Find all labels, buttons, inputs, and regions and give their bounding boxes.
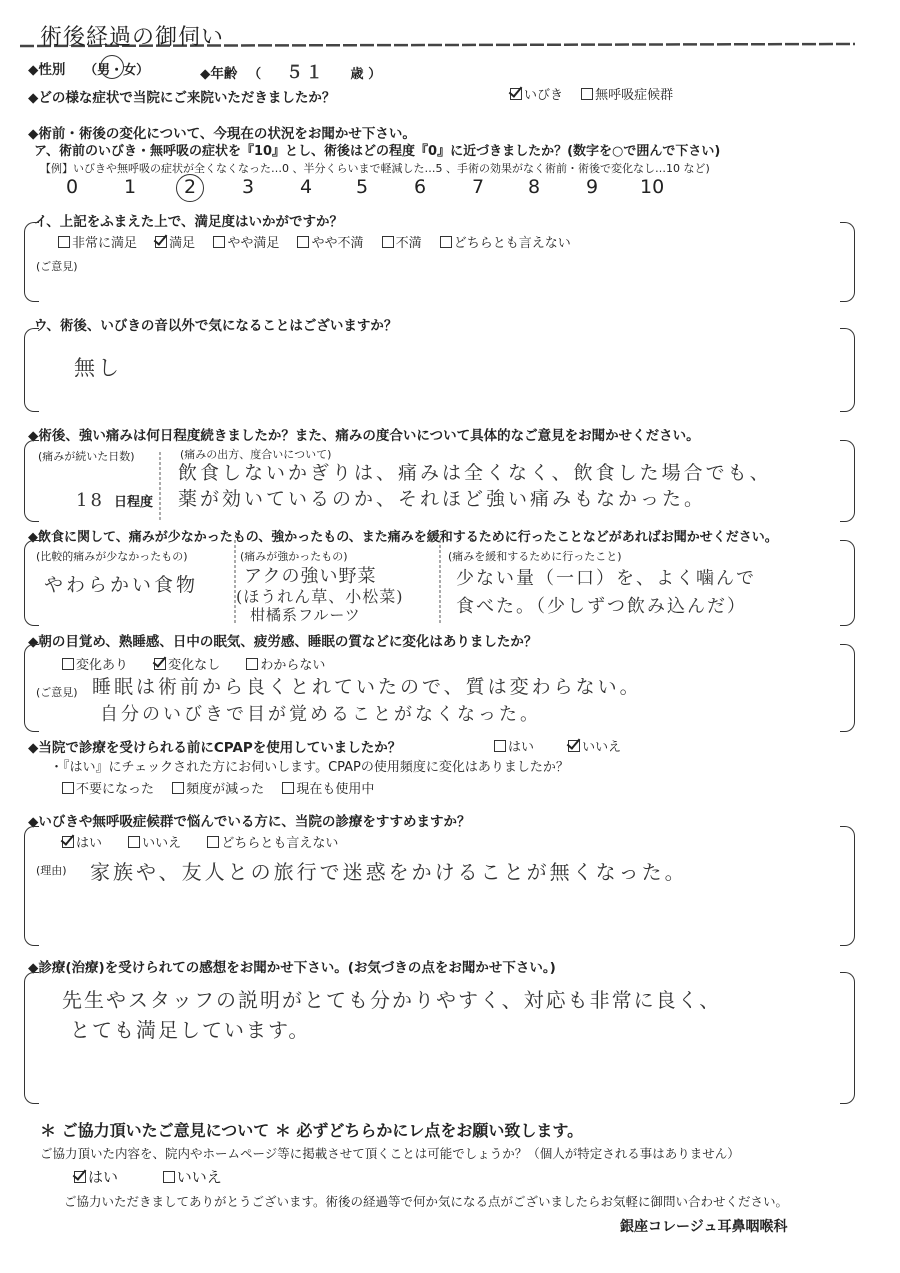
pain-degree-line1: 飲食しないかぎりは、痛みは全くなく、飲食した場合でも、: [178, 462, 772, 484]
age-row: ◆年齢 （ ５１ 歳 ）: [200, 63, 382, 83]
sleep-option-unchanged[interactable]: 変化なし: [154, 654, 220, 673]
sex-row: [28, 58, 149, 78]
change-example: 【例】いびきや無呼吸の症状が全くなくなった…0 、半分くらいまで軽減した…5 、手術の効果がなく術前・術後で変化なし…10 など): [40, 162, 710, 175]
food-less-label: (比較的痛みが少なかったもの): [36, 550, 188, 563]
checkbox-icon[interactable]: [62, 782, 74, 794]
checkbox-icon[interactable]: [213, 236, 225, 248]
age-value: ５１: [285, 63, 326, 83]
footer-options: [74, 1166, 236, 1187]
pain-days-label: (痛みが続いた日数): [38, 450, 135, 463]
scale-9[interactable]: 9: [586, 176, 599, 198]
symptom-question: ◆どの様な症状で当院にご来院いただきましたか？: [28, 90, 336, 106]
sleep-opinion-label: (ご意見): [36, 686, 78, 699]
sex-value: （男・女）: [84, 63, 150, 78]
food-strong-line3: 柑橘系フルーツ: [250, 606, 361, 624]
checkbox-icon[interactable]: [163, 1171, 175, 1183]
sleep-line2: 自分のいびきで目が覚めることがなくなった。: [100, 704, 541, 725]
satisfaction-question: イ、上記をふまえた上で、満足度はいかがですか？: [34, 214, 344, 230]
recommend-options: [62, 832, 352, 851]
footer-option-no[interactable]: いいえ: [163, 1166, 222, 1187]
checkbox-icon[interactable]: [297, 236, 309, 248]
checkbox-icon[interactable]: [282, 782, 294, 794]
recommend-option-yes[interactable]: はい: [62, 832, 102, 851]
sleep-options: [62, 654, 339, 673]
sat-option-somewhat[interactable]: やや満足: [213, 232, 279, 251]
scale-7[interactable]: 7: [472, 176, 485, 198]
scale-8[interactable]: 8: [528, 176, 541, 198]
bracket-left: [24, 328, 39, 412]
pain-days-unit: 日程度: [114, 495, 154, 510]
satisfaction-opinion-label: (ご意見): [36, 260, 78, 273]
footer-option-yes[interactable]: はい: [74, 1166, 118, 1187]
scale-5[interactable]: 5: [356, 176, 369, 198]
checkbox-icon[interactable]: [581, 88, 593, 100]
symptom-options: [510, 84, 687, 103]
scale-4[interactable]: 4: [300, 176, 313, 198]
pain-degree-label: (痛みの出方、度合いについて): [180, 448, 332, 461]
checkbox-icon[interactable]: [246, 658, 258, 670]
checkbox-icon[interactable]: [207, 836, 219, 848]
checkbox-checked-icon[interactable]: [510, 88, 522, 100]
sleep-line1: 睡眠は術前から良くとれていたので、質は変わらない。: [92, 676, 642, 698]
clinic-name: 銀座コレージュ耳鼻咽喉科: [620, 1219, 788, 1235]
food-less-value: やわらかい食物: [44, 574, 199, 596]
checkbox-checked-icon[interactable]: [74, 1171, 86, 1183]
pain-days-value: 18: [76, 490, 105, 511]
bracket-right: [840, 440, 855, 522]
satisfaction-options: [58, 232, 585, 251]
pain-degree-line2: 薬が効いているのか、それほど強い痛みもなかった。: [178, 488, 707, 510]
recommend-option-no[interactable]: いいえ: [128, 832, 181, 851]
cpap-sub-option-still[interactable]: 現在も使用中: [282, 778, 374, 797]
sleep-question: ◆朝の目覚め、熟睡感、日中の眠気、疲労感、睡眠の質などに変化はありましたか？: [28, 634, 538, 650]
bracket-left: [24, 826, 39, 946]
footer-permission: ご協力頂いた内容を、院内やホームページ等に掲載させて頂くことは可能でしょうか？（個人が特定される事はありません）: [40, 1146, 740, 1161]
page-title: 術後経過の御伺い: [40, 25, 225, 50]
checkbox-icon[interactable]: [172, 782, 184, 794]
checkbox-checked-icon[interactable]: [568, 740, 580, 752]
checkbox-icon[interactable]: [128, 836, 140, 848]
sat-option-satisfied[interactable]: 満足: [155, 232, 195, 251]
recommend-option-neither[interactable]: どちらとも言えない: [207, 832, 338, 851]
checkbox-icon[interactable]: [58, 236, 70, 248]
sleep-option-changed[interactable]: 変化あり: [62, 654, 128, 673]
sat-option-neither[interactable]: どちらとも言えない: [440, 232, 571, 251]
cpap-question: ◆当院で診療を受けられる前にCPAPを使用していましたか？: [28, 740, 402, 756]
scale-2[interactable]: 2: [184, 176, 197, 198]
pain-question: ◆術後、強い痛みは何日程度続きましたか？また、痛みの度合いについて具体的なご意見をお聞かせください。: [28, 428, 700, 444]
sex-label: ◆性別: [28, 62, 66, 78]
footer-thanks: ご協力いただきましてありがとうございます。術後の経過等で何か気になる点がございましたらお気軽に御問い合わせください。: [64, 1194, 789, 1209]
food-relief-label: (痛みを緩和するために行ったこと): [448, 550, 622, 563]
sat-option-very[interactable]: 非常に満足: [58, 232, 137, 251]
checkbox-icon[interactable]: [494, 740, 506, 752]
recommend-question: ◆いびきや無呼吸症候群で悩んでいる方に、当院の診療をすすめますか？: [28, 814, 471, 830]
sex-circle-mark: [100, 55, 124, 79]
scale-0[interactable]: 0: [66, 176, 79, 198]
cpap-option-yes[interactable]: はい: [494, 736, 534, 755]
footer-heading: ＊ ご協力頂いたご意見について ＊ 必ずどちらかにレ点をお願い致します。: [40, 1121, 584, 1140]
food-strong-line2: (ほうれん草、小松菜): [236, 587, 404, 606]
pain-days: [76, 490, 153, 511]
change-sub-a: ア、術前のいびき・無呼吸の症状を『10』とし、術後はどの程度『0』に近づきましたか？(数字を○で囲んで下さい): [34, 144, 721, 159]
bracket-right: [840, 540, 855, 626]
food-relief-line1: 少ない量（一口）を、よく噛んで: [456, 568, 756, 589]
food-strong-label: (痛みが強かったもの): [240, 550, 348, 563]
bracket-left: [24, 972, 39, 1104]
checkbox-checked-icon[interactable]: [155, 236, 167, 248]
age-unit: 歳: [350, 67, 364, 82]
cpap-options: [494, 736, 635, 755]
bracket-right: [840, 644, 855, 732]
sat-option-dis[interactable]: 不満: [382, 232, 422, 251]
bracket-left: [24, 440, 39, 522]
scale-1[interactable]: 1: [124, 176, 137, 198]
symptom-option-apnea[interactable]: 無呼吸症候群: [581, 84, 673, 103]
cpap-option-no[interactable]: いいえ: [568, 736, 621, 755]
selected-scale-circle: [176, 174, 204, 202]
sleep-option-unknown[interactable]: わからない: [246, 654, 325, 673]
impression-question: ◆診療(治療)を受けられての感想をお聞かせ下さい。(お気づきの点をお聞かせ下さい。): [28, 960, 556, 976]
cpap-sub-option-unneeded[interactable]: 不要になった: [62, 778, 154, 797]
checkbox-icon[interactable]: [62, 658, 74, 670]
food-question: ◆飲食に関して、痛みが少なかったもの、強かったもの、また痛みを緩和するために行ったことなどがあればお聞かせください。: [28, 530, 778, 545]
food-relief-line2: 食べた。（少しずつ飲み込んだ）: [456, 596, 747, 617]
bracket-right: [840, 826, 855, 946]
recommend-reason: 家族や、友人との旅行で迷惑をかけることが無くなった。: [90, 860, 688, 884]
checkbox-icon[interactable]: [382, 236, 394, 248]
recommend-reason-label: (理由): [36, 864, 67, 877]
checkbox-checked-icon[interactable]: [154, 658, 166, 670]
cpap-sub-option-reduced[interactable]: 頻度が減った: [172, 778, 264, 797]
other-question: ウ、術後、いびきの音以外で気になることはございますか？: [34, 318, 398, 334]
scale-3[interactable]: 3: [242, 176, 255, 198]
scale-10[interactable]: 10: [640, 176, 665, 198]
bracket-right: [840, 222, 855, 302]
scale-6[interactable]: 6: [414, 176, 427, 198]
checkbox-checked-icon[interactable]: [62, 836, 74, 848]
age-label: ◆年齢: [200, 66, 238, 82]
bracket-right: [840, 972, 855, 1104]
checkbox-icon[interactable]: [440, 236, 452, 248]
impression-line2: とても満足しています。: [70, 1018, 311, 1042]
food-strong-line1: アクの強い野菜: [244, 566, 377, 587]
sat-option-slightly-dis[interactable]: やや不満: [297, 232, 363, 251]
other-answer: 無し: [74, 356, 122, 380]
symptom-option-snoring[interactable]: いびき: [510, 84, 563, 103]
change-question: ◆術前・術後の変化について、今現在の状況をお聞かせ下さい。: [28, 126, 416, 142]
cpap-sub-options: [62, 778, 388, 797]
impression-line1: 先生やスタッフの説明がとても分かりやすく、対応も非常に良く、: [62, 988, 722, 1012]
cpap-sub-question: ・『はい』にチェックされた方にお伺いします。CPAPの使用頻度に変化はありましたか？: [50, 760, 569, 775]
bracket-right: [840, 328, 855, 412]
